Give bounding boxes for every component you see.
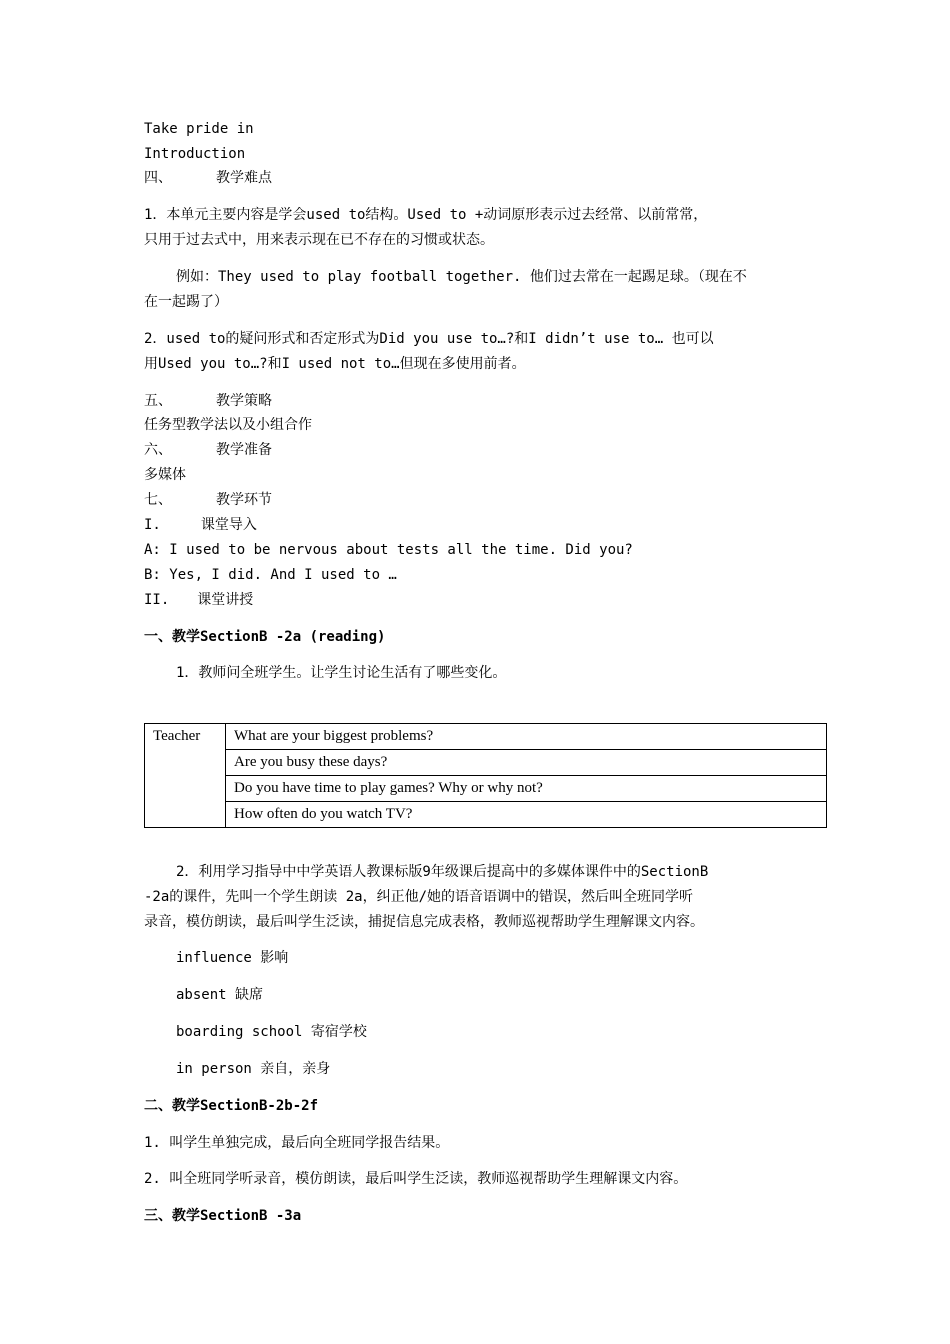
section-title: 教学环节 (216, 492, 272, 508)
table-cell: What are your biggest problems? (226, 724, 827, 750)
example-line: 在一起踢了） (144, 294, 228, 310)
heading-three: 三、教学SectionB -3a (144, 1208, 302, 1224)
paragraph-line: 1. 叫学生单独完成，最后向全班同学报告结果。 (144, 1135, 450, 1151)
vocab-item: absent 缺席 (176, 987, 264, 1003)
table-label-cell: Teacher (145, 724, 226, 828)
section-four-heading (144, 169, 272, 187)
paragraph-line: 1．教师问全班学生。让学生讨论生活有了哪些变化。 (176, 665, 507, 681)
roman-heading (144, 516, 257, 534)
paragraph-line: 2．used to的疑问形式和否定形式为Did you use to…?和I didn’t use to… 也可以 (144, 331, 714, 347)
paragraph-line: 用Used you to…?和I used not to…但现在多使用前者。 (144, 356, 526, 372)
section-body: 任务型教学法以及小组合作 (144, 417, 312, 433)
section-number: 五、 (144, 393, 172, 409)
section-number: 七、 (144, 492, 172, 508)
paragraph-line: 1．本单元主要内容是学会used to结构。Used to +动词原形表示过去经常、以前常常， (144, 207, 708, 223)
section-title: 教学策略 (216, 393, 272, 409)
section-body: 多媒体 (144, 467, 186, 483)
table-cell: Are you busy these days? (226, 750, 827, 776)
text-line: Take pride in (144, 121, 254, 137)
section-title: 教学难点 (216, 170, 272, 186)
table-cell: How often do you watch TV? (226, 802, 827, 828)
paragraph-line: 2．利用学习指导中中学英语人教课标版9年级课后提高中的多媒体课件中的SectionB (176, 864, 709, 880)
heading-one: 一、教学SectionB -2a (reading) (144, 629, 386, 645)
section-title: 教学准备 (216, 442, 272, 458)
section-number: 四、 (144, 170, 172, 186)
heading-two: 二、教学SectionB-2b-2f (144, 1098, 319, 1114)
table-cell: Do you have time to play games? Why or why not? (226, 776, 827, 802)
paragraph-line: 只用于过去式中，用来表示现在已不存在的习惯或状态。 (144, 232, 494, 248)
dialogue-line: B: Yes, I did. And I used to … (144, 567, 397, 583)
paragraph-line: -2a的课件，先叫一个学生朗读 2a，纠正他/她的语音语调中的错误，然后叫全班同学听 (144, 889, 693, 905)
section-six-heading (144, 441, 272, 459)
vocab-item: in person 亲自，亲身 (176, 1061, 331, 1077)
vocab-item: influence 影响 (176, 950, 289, 966)
example-line: 例如：They used to play football together. 他们过去常在一起踢足球。（现在不 (176, 269, 747, 285)
paragraph-line: 录音，模仿朗读，最后叫学生泛读，捕捉信息完成表格，教师巡视帮助学生理解课文内容。 (144, 914, 704, 930)
question-table (144, 723, 827, 828)
text-line: Introduction (144, 146, 246, 162)
section-five-heading (144, 392, 272, 410)
section-seven-heading (144, 491, 272, 509)
section-number: 六、 (144, 442, 172, 458)
dialogue-line: A: I used to be nervous about tests all the time. Did you? (144, 542, 633, 558)
vocab-item: boarding school 寄宿学校 (176, 1024, 367, 1040)
paragraph-line: 2. 叫全班同学听录音，模仿朗读，最后叫学生泛读，教师巡视帮助学生理解课文内容。 (144, 1171, 688, 1187)
table-row (145, 750, 827, 776)
roman-heading (144, 591, 253, 609)
roman-number: II. (144, 592, 170, 608)
table-row (145, 776, 827, 802)
table-row (145, 802, 827, 828)
roman-title: 课堂导入 (200, 517, 257, 533)
roman-title: 课堂讲授 (197, 592, 254, 608)
roman-number: I. (144, 517, 161, 533)
table-row (145, 724, 827, 750)
